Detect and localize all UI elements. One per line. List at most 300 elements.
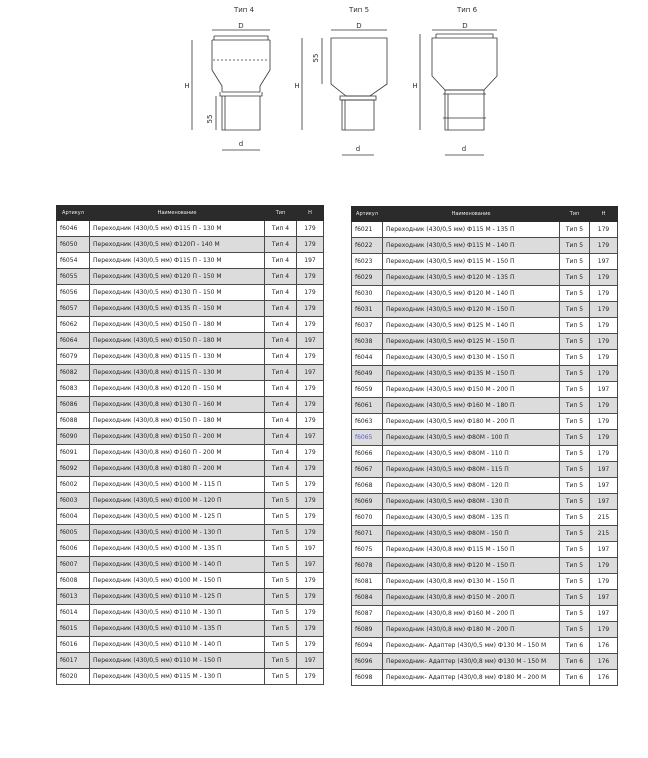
article-cell: f6008	[57, 573, 90, 589]
article-cell: f6014	[57, 605, 90, 621]
article-cell: f6006	[57, 541, 90, 557]
article-cell: f6065	[352, 430, 383, 446]
height-cell: 197	[297, 365, 324, 381]
article-cell: f6046	[57, 221, 90, 237]
type-cell: Тип 5	[560, 542, 590, 558]
article-cell: f6069	[352, 494, 383, 510]
article-cell: f6071	[352, 526, 383, 542]
height-cell: 179	[297, 605, 324, 621]
name-cell: Переходник (430/0,5 мм) Ф180 М - 200 П	[383, 414, 560, 430]
article-cell: f6092	[57, 461, 90, 477]
name-cell: Переходник (430/0,5 мм) Ф110 М - 125 П	[90, 589, 265, 605]
table-row	[57, 429, 324, 445]
table-row	[352, 670, 618, 686]
name-cell: Переходник (430/0,5 мм) Ф100 М - 115 П	[90, 477, 265, 493]
height-cell: 179	[590, 398, 618, 414]
article-cell: f6096	[352, 654, 383, 670]
table-row	[352, 270, 618, 286]
height-cell: 179	[297, 669, 324, 685]
table-row	[57, 653, 324, 669]
type-cell: Тип 5	[265, 573, 297, 589]
article-cell: f6005	[57, 525, 90, 541]
article-cell: f6056	[57, 285, 90, 301]
type-cell: Тип 5	[560, 302, 590, 318]
article-cell: f6055	[57, 269, 90, 285]
type-cell: Тип 5	[560, 606, 590, 622]
name-cell: Переходник- Адаптер (430/0,8 мм) Ф180 М - 200 М	[383, 670, 560, 686]
type-cell: Тип 6	[560, 654, 590, 670]
height-cell: 176	[590, 654, 618, 670]
type-cell: Тип 5	[560, 254, 590, 270]
type-cell: Тип 5	[265, 637, 297, 653]
article-cell: f6081	[352, 574, 383, 590]
height-cell: 179	[590, 286, 618, 302]
height-cell: 197	[297, 541, 324, 557]
type-cell: Тип 5	[560, 366, 590, 382]
type-cell: Тип 5	[265, 605, 297, 621]
name-cell: Переходник (430/0,8 мм) Ф150 П - 200 М	[90, 429, 265, 445]
table-row	[57, 669, 324, 685]
height-cell: 179	[297, 237, 324, 253]
type-cell: Тип 4	[265, 461, 297, 477]
table-row	[57, 237, 324, 253]
article-cell: f6068	[352, 478, 383, 494]
type-cell: Тип 4	[265, 253, 297, 269]
table-row	[352, 478, 618, 494]
header-name: Наименование	[90, 206, 265, 221]
table-row	[57, 301, 324, 317]
type-cell: Тип 5	[265, 621, 297, 637]
height-cell: 197	[590, 254, 618, 270]
name-cell: Переходник (430/0,5 мм) Ф135 М - 150 П	[383, 366, 560, 382]
table-row	[352, 462, 618, 478]
article-cell: f6078	[352, 558, 383, 574]
table-row	[57, 525, 324, 541]
table-body-left	[57, 221, 324, 685]
article-cell: f6037	[352, 318, 383, 334]
article-cell: f6038	[352, 334, 383, 350]
type4-label: Тип 4	[233, 6, 255, 14]
article-cell: f6007	[57, 557, 90, 573]
type-cell: Тип 5	[560, 430, 590, 446]
name-cell: Переходник (430/0,5 мм) Ф135 П - 150 М	[90, 301, 265, 317]
name-cell: Переходник (430/0,5 мм) Ф120 М - 150 П	[383, 302, 560, 318]
type4-dim-D: D	[238, 22, 244, 30]
type-cell: Тип 4	[265, 333, 297, 349]
table-row	[352, 638, 618, 654]
height-cell: 197	[297, 557, 324, 573]
type-cell: Тип 4	[265, 365, 297, 381]
type4-dim-d: d	[238, 140, 244, 148]
article-cell: f6002	[57, 477, 90, 493]
height-cell: 179	[297, 221, 324, 237]
name-cell: Переходник (430/0,5 мм) Ф100 М - 140 П	[90, 557, 265, 573]
height-cell: 179	[590, 574, 618, 590]
name-cell: Переходник- Адаптер (430/0,5 мм) Ф130 М - 150 М	[383, 638, 560, 654]
type-cell: Тип 5	[560, 286, 590, 302]
table-row	[352, 286, 618, 302]
type6-label: Тип 6	[456, 6, 478, 14]
article-cell: f6089	[352, 622, 383, 638]
article-cell: f6064	[57, 333, 90, 349]
height-cell: 179	[590, 366, 618, 382]
height-cell: 179	[590, 350, 618, 366]
height-cell: 179	[297, 493, 324, 509]
type-cell: Тип 5	[560, 318, 590, 334]
height-cell: 197	[297, 253, 324, 269]
type5-dim-H: H	[294, 82, 300, 90]
height-cell: 179	[297, 573, 324, 589]
table-row	[57, 221, 324, 237]
name-cell: Переходник (430/0,5 мм) Ф150 П - 180 М	[90, 317, 265, 333]
article-cell: f6086	[57, 397, 90, 413]
article-cell: f6003	[57, 493, 90, 509]
header-article: Артикул	[57, 206, 90, 221]
type-cell: Тип 5	[560, 382, 590, 398]
type-cell: Тип 4	[265, 269, 297, 285]
adapter-table-left	[56, 205, 324, 685]
type-cell: Тип 5	[560, 334, 590, 350]
table-row	[352, 302, 618, 318]
name-cell: Переходник (430/0,5 мм) Ф115 П - 130 М	[90, 221, 265, 237]
type-cell: Тип 4	[265, 429, 297, 445]
type-cell: Тип 5	[265, 541, 297, 557]
name-cell: Переходник (430/0,5 мм) Ф120 М - 135 П	[383, 270, 560, 286]
type-cell: Тип 4	[265, 317, 297, 333]
table-body-right	[352, 222, 618, 686]
height-cell: 215	[590, 526, 618, 542]
height-cell: 179	[297, 381, 324, 397]
article-cell: f6020	[57, 669, 90, 685]
table-row	[57, 557, 324, 573]
table-header-row	[352, 207, 618, 222]
type-cell: Тип 4	[265, 285, 297, 301]
table-row	[352, 254, 618, 270]
height-cell: 179	[297, 301, 324, 317]
article-cell: f6057	[57, 301, 90, 317]
table-row	[352, 334, 618, 350]
name-cell: Переходник (430/0,5 мм) Ф80М - 120 П	[383, 478, 560, 494]
name-cell: Переходник (430/0,5 мм) Ф115 М - 140 П	[383, 238, 560, 254]
name-cell: Переходник (430/0,5 мм) Ф80М - 130 П	[383, 494, 560, 510]
table-row	[352, 526, 618, 542]
name-cell: Переходник (430/0,5 мм) Ф115 М - 150 П	[383, 254, 560, 270]
name-cell: Переходник (430/0,5 мм) Ф130 П - 150 М	[90, 285, 265, 301]
article-cell: f6031	[352, 302, 383, 318]
table-row	[352, 542, 618, 558]
table-row	[57, 477, 324, 493]
type4-dim-55: 55	[206, 114, 214, 124]
article-cell: f6063	[352, 414, 383, 430]
type-cell: Тип 5	[265, 669, 297, 685]
type-cell: Тип 5	[560, 558, 590, 574]
table-row	[352, 318, 618, 334]
article-cell: f6029	[352, 270, 383, 286]
type-cell: Тип 4	[265, 397, 297, 413]
article-cell: f6023	[352, 254, 383, 270]
table-row	[352, 414, 618, 430]
name-cell: Переходник (430/0,5 мм) Ф150 П - 180 М	[90, 333, 265, 349]
table-row	[57, 381, 324, 397]
article-cell: f6066	[352, 446, 383, 462]
type6-dim-D: D	[462, 22, 468, 30]
table-row	[352, 606, 618, 622]
table-row	[352, 222, 618, 238]
article-cell: f6083	[57, 381, 90, 397]
article-cell: f6070	[352, 510, 383, 526]
table-row	[57, 445, 324, 461]
height-cell: 179	[297, 317, 324, 333]
table-row	[352, 350, 618, 366]
table-row	[352, 574, 618, 590]
height-cell: 179	[590, 222, 618, 238]
type-cell: Тип 5	[265, 557, 297, 573]
name-cell: Переходник (430/0,5 мм) Ф100 М - 150 П	[90, 573, 265, 589]
name-cell: Переходник (430/0,5 мм) Ф120П - 140 М	[90, 237, 265, 253]
table-row	[352, 558, 618, 574]
height-cell: 179	[590, 446, 618, 462]
type-cell: Тип 5	[560, 590, 590, 606]
height-cell: 197	[590, 542, 618, 558]
header-type: Тип	[560, 207, 590, 222]
name-cell: Переходник (430/0,8 мм) Ф150 П - 180 М	[90, 413, 265, 429]
type-cell: Тип 4	[265, 221, 297, 237]
table-row	[352, 622, 618, 638]
name-cell: Переходник- Адаптер (430/0,8 мм) Ф130 М - 150 М	[383, 654, 560, 670]
article-cell: f6090	[57, 429, 90, 445]
table-row	[352, 590, 618, 606]
type5-label: Тип 5	[348, 6, 370, 14]
name-cell: Переходник (430/0,8 мм) Ф180 П - 200 М	[90, 461, 265, 477]
height-cell: 179	[297, 509, 324, 525]
height-cell: 179	[297, 397, 324, 413]
type-cell: Тип 5	[560, 238, 590, 254]
name-cell: Переходник (430/0,5 мм) Ф110 М - 140 П	[90, 637, 265, 653]
article-cell: f6067	[352, 462, 383, 478]
name-cell: Переходник (430/0,8 мм) Ф115 М - 150 П	[383, 542, 560, 558]
name-cell: Переходник (430/0,5 мм) Ф110 М - 135 П	[90, 621, 265, 637]
type6-dim-H: H	[412, 82, 418, 90]
table-row	[352, 494, 618, 510]
table-row	[352, 510, 618, 526]
height-cell: 179	[590, 430, 618, 446]
height-cell: 197	[297, 333, 324, 349]
name-cell: Переходник (430/0,5 мм) Ф160 М - 180 П	[383, 398, 560, 414]
header-type: Тип	[265, 206, 297, 221]
type-cell: Тип 5	[560, 350, 590, 366]
header-name: Наименование	[383, 207, 560, 222]
type-cell: Тип 4	[265, 237, 297, 253]
name-cell: Переходник (430/0,5 мм) Ф120 М - 140 П	[383, 286, 560, 302]
table-row	[57, 269, 324, 285]
table-row	[57, 397, 324, 413]
type-cell: Тип 5	[560, 462, 590, 478]
type-cell: Тип 5	[560, 526, 590, 542]
table-row	[57, 573, 324, 589]
article-cell: f6030	[352, 286, 383, 302]
type5-dim-55: 55	[312, 53, 320, 63]
type-cell: Тип 6	[560, 670, 590, 686]
article-cell: f6082	[57, 365, 90, 381]
type-cell: Тип 5	[560, 414, 590, 430]
header-article: Артикул	[352, 207, 383, 222]
height-cell: 179	[590, 318, 618, 334]
name-cell: Переходник (430/0,5 мм) Ф115 П - 130 М	[90, 253, 265, 269]
table-row	[57, 637, 324, 653]
name-cell: Переходник (430/0,5 мм) Ф115 М - 135 П	[383, 222, 560, 238]
height-cell: 215	[590, 510, 618, 526]
table-row	[57, 605, 324, 621]
type-cell: Тип 5	[265, 589, 297, 605]
table-row	[57, 589, 324, 605]
table-row	[57, 493, 324, 509]
type-cell: Тип 6	[560, 638, 590, 654]
header-height: H	[590, 207, 618, 222]
name-cell: Переходник (430/0,5 мм) Ф80М - 135 П	[383, 510, 560, 526]
article-cell: f6098	[352, 670, 383, 686]
name-cell: Переходник (430/0,5 мм) Ф80М - 100 П	[383, 430, 560, 446]
name-cell: Переходник (430/0,5 мм) Ф130 М - 150 П	[383, 350, 560, 366]
name-cell: Переходник (430/0,5 мм) Ф125 М - 140 П	[383, 318, 560, 334]
name-cell: Переходник (430/0,5 мм) Ф80М - 110 П	[383, 446, 560, 462]
type-cell: Тип 4	[265, 381, 297, 397]
name-cell: Переходник (430/0,5 мм) Ф110 М - 130 П	[90, 605, 265, 621]
height-cell: 179	[297, 285, 324, 301]
article-cell: f6088	[57, 413, 90, 429]
name-cell: Переходник (430/0,8 мм) Ф120 П - 150 М	[90, 381, 265, 397]
table-header-row	[57, 206, 324, 221]
article-cell: f6016	[57, 637, 90, 653]
name-cell: Переходник (430/0,8 мм) Ф115 П - 130 М	[90, 349, 265, 365]
name-cell: Переходник (430/0,5 мм) Ф115 М - 130 П	[90, 669, 265, 685]
type5-dim-d: d	[355, 145, 361, 153]
type-cell: Тип 5	[560, 478, 590, 494]
height-cell: 179	[297, 525, 324, 541]
table-row	[57, 317, 324, 333]
adapter-table-right	[351, 206, 618, 686]
article-cell: f6087	[352, 606, 383, 622]
article-cell: f6004	[57, 509, 90, 525]
table-row	[352, 654, 618, 670]
article-cell: f6075	[352, 542, 383, 558]
article-cell: f6061	[352, 398, 383, 414]
height-cell: 179	[297, 445, 324, 461]
type-cell: Тип 5	[265, 493, 297, 509]
table-row	[352, 430, 618, 446]
height-cell: 176	[590, 670, 618, 686]
name-cell: Переходник (430/0,5 мм) Ф125 М - 150 П	[383, 334, 560, 350]
height-cell: 179	[297, 349, 324, 365]
name-cell: Переходник (430/0,8 мм) Ф130 М - 150 П	[383, 574, 560, 590]
type-cell: Тип 5	[265, 477, 297, 493]
table-row	[57, 461, 324, 477]
article-cell: f6079	[57, 349, 90, 365]
height-cell: 179	[297, 477, 324, 493]
type-cell: Тип 4	[265, 301, 297, 317]
type-cell: Тип 4	[265, 413, 297, 429]
height-cell: 179	[297, 461, 324, 477]
table-row	[57, 365, 324, 381]
type-cell: Тип 5	[265, 653, 297, 669]
table-row	[57, 253, 324, 269]
article-cell: f6021	[352, 222, 383, 238]
height-cell: 179	[297, 589, 324, 605]
article-cell: f6084	[352, 590, 383, 606]
height-cell: 179	[297, 637, 324, 653]
article-cell: f6015	[57, 621, 90, 637]
height-cell: 179	[590, 622, 618, 638]
height-cell: 176	[590, 638, 618, 654]
type-cell: Тип 5	[560, 574, 590, 590]
article-cell: f6050	[57, 237, 90, 253]
name-cell: Переходник (430/0,5 мм) Ф110 М - 150 П	[90, 653, 265, 669]
type-cell: Тип 5	[560, 222, 590, 238]
name-cell: Переходник (430/0,8 мм) Ф130 П - 160 М	[90, 397, 265, 413]
name-cell: Переходник (430/0,5 мм) Ф100 М - 125 П	[90, 509, 265, 525]
type6-dim-d: d	[461, 145, 467, 153]
article-cell: f6044	[352, 350, 383, 366]
table-row	[57, 621, 324, 637]
article-cell: f6022	[352, 238, 383, 254]
name-cell: Переходник (430/0,5 мм) Ф120 П - 150 М	[90, 269, 265, 285]
type-cell: Тип 4	[265, 349, 297, 365]
type-cell: Тип 5	[265, 509, 297, 525]
table-row	[352, 238, 618, 254]
height-cell: 197	[590, 494, 618, 510]
height-cell: 179	[297, 413, 324, 429]
table-row	[352, 446, 618, 462]
name-cell: Переходник (430/0,5 мм) Ф100 М - 120 П	[90, 493, 265, 509]
type-cell: Тип 5	[560, 398, 590, 414]
type-cell: Тип 5	[560, 270, 590, 286]
table-row	[57, 285, 324, 301]
height-cell: 197	[590, 462, 618, 478]
article-cell: f6049	[352, 366, 383, 382]
type-cell: Тип 4	[265, 445, 297, 461]
height-cell: 197	[297, 429, 324, 445]
height-cell: 179	[297, 621, 324, 637]
name-cell: Переходник (430/0,8 мм) Ф160 М - 200 П	[383, 606, 560, 622]
height-cell: 179	[590, 414, 618, 430]
name-cell: Переходник (430/0,8 мм) Ф115 П - 130 М	[90, 365, 265, 381]
name-cell: Переходник (430/0,5 мм) Ф80М - 150 П	[383, 526, 560, 542]
article-cell: f6013	[57, 589, 90, 605]
article-cell: f6062	[57, 317, 90, 333]
type5-dim-D: D	[356, 22, 362, 30]
name-cell: Переходник (430/0,5 мм) Ф80М - 115 П	[383, 462, 560, 478]
height-cell: 179	[590, 558, 618, 574]
type4-dim-H: H	[184, 82, 190, 90]
name-cell: Переходник (430/0,8 мм) Ф120 М - 150 П	[383, 558, 560, 574]
technical-drawings	[0, 0, 648, 170]
header-height: H	[297, 206, 324, 221]
article-cell: f6059	[352, 382, 383, 398]
name-cell: Переходник (430/0,8 мм) Ф160 П - 200 М	[90, 445, 265, 461]
height-cell: 197	[590, 606, 618, 622]
type-cell: Тип 5	[560, 446, 590, 462]
type-cell: Тип 5	[560, 510, 590, 526]
table-row	[57, 349, 324, 365]
height-cell: 179	[590, 334, 618, 350]
height-cell: 197	[590, 590, 618, 606]
article-cell: f6054	[57, 253, 90, 269]
height-cell: 179	[590, 270, 618, 286]
adapter-drawings-svg	[0, 0, 648, 170]
name-cell: Переходник (430/0,8 мм) Ф180 М - 200 П	[383, 622, 560, 638]
height-cell: 197	[590, 478, 618, 494]
table-row	[57, 413, 324, 429]
table-row	[352, 398, 618, 414]
